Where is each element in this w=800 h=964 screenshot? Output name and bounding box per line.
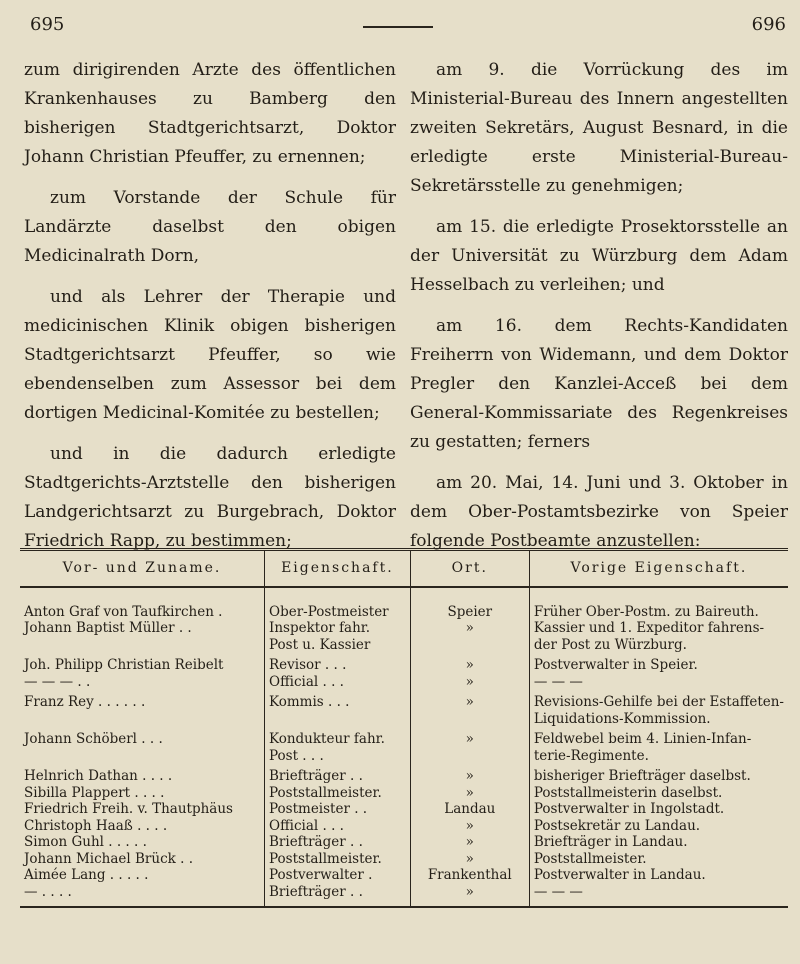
cell-position: Postverwalter . [265, 867, 411, 884]
cell-position: Briefträger . . [265, 834, 411, 851]
cell-name: Johann Baptist Müller . . [24, 620, 192, 636]
table-row [20, 884, 788, 908]
header-rule [363, 26, 433, 28]
cell-place: Speier [410, 587, 529, 621]
cell-position: Briefträger . . [265, 764, 411, 785]
cell-previous-position: Feldwebel beim 4. Linien-Infan- [529, 727, 788, 748]
cell-position: Ober-Postmeister [265, 587, 411, 621]
cell-name: Joh. Philipp Christian Reibelt [24, 657, 224, 673]
cell-name: Aimée Lang . . . . . [24, 867, 149, 883]
paragraph: am 16. dem Rechts-Kandidaten Freiherrn von Widemann, und dem Doktor Pregler den Kanzlei-Acceß bei dem General-Kommissariate des Regenkreises zu gestatten; ferners [410, 316, 788, 452]
table-row [20, 674, 788, 691]
cell-position: Post u. Kassier [265, 637, 411, 654]
cell-name: Simon Guhl . . . . . [24, 834, 147, 850]
cell-position [265, 711, 411, 728]
table-row [20, 851, 788, 868]
cell-previous-position: Poststallmeister. [529, 851, 788, 868]
cell-position: Kondukteur fahr. [265, 727, 411, 748]
cell-place: » [410, 764, 529, 785]
cell-previous-position: terie-Regimente. [529, 748, 788, 765]
cell-place [410, 748, 529, 765]
cell-previous-position: Liquidations-Kommission. [529, 711, 788, 728]
cell-name [20, 711, 265, 728]
cell-previous-position: Postverwalter in Speier. [529, 653, 788, 674]
table-header-row [20, 550, 788, 587]
cell-previous-position: Revisions-Gehilfe bei der Estaffeten- [529, 690, 788, 711]
cell-place: » [410, 785, 529, 802]
column-header-previous-position: Vorige Eigenschaft. [529, 550, 788, 587]
table-row [20, 637, 788, 654]
cell-place: » [410, 674, 529, 691]
table-row [20, 653, 788, 674]
cell-previous-position: Postverwalter in Ingolstadt. [529, 801, 788, 818]
paragraph: am 9. die Vorrückung des im Ministerial-Bureau des Innern angestellten zweiten Sekretärs, August Besnard, in die erledigte erste Ministerial-Bureau-Sekretärsstelle zu genehmigen; [410, 60, 788, 196]
right-text-column [410, 56, 788, 568]
cell-position: Kommis . . . [265, 690, 411, 711]
paragraph: zum Vorstande der Schule für Landärzte daselbst den obigen Medicinalrath Dorn, [24, 188, 396, 266]
table-row [20, 834, 788, 851]
table-row [20, 587, 788, 621]
cell-position: Postmeister . . [265, 801, 411, 818]
cell-previous-position: Poststallmeisterin daselbst. [529, 785, 788, 802]
cell-place: Landau [410, 801, 529, 818]
page-number-right: 696 [751, 14, 786, 35]
cell-position: Briefträger . . [265, 884, 411, 908]
cell-name: — — — . . [24, 673, 91, 690]
table-row [20, 764, 788, 785]
appointments-table-container [20, 548, 788, 908]
table-row [20, 748, 788, 765]
cell-previous-position: — — — [529, 884, 788, 908]
paragraph: und in die dadurch erledigte Stadtgerichts-Arztstelle den bisherigen Landgerichtsarzt zu Burgebrach, Doktor Friedrich Rapp, zu bestimmen; [24, 444, 396, 551]
cell-previous-position: Briefträger in Landau. [529, 834, 788, 851]
paragraph: zum dirigirenden Arzte des öffentlichen Krankenhauses zu Bamberg den bisherigen Stadtgerichtsarzt, Doktor Johann Christian Pfeuffer, zu ernennen; [24, 60, 396, 167]
cell-previous-position: — — — [529, 674, 788, 691]
cell-previous-position: bisheriger Briefträger daselbst. [529, 764, 788, 785]
cell-position: Poststallmeister. [265, 785, 411, 802]
cell-position: Official . . . [265, 818, 411, 835]
cell-name: Friedrich Freih. v. Thautphäus [24, 801, 233, 817]
cell-position: Poststallmeister. [265, 851, 411, 868]
cell-name: Sibilla Plappert . . . . [24, 784, 165, 801]
cell-previous-position: Postverwalter in Landau. [529, 867, 788, 884]
table-row [20, 727, 788, 748]
appointments-table [20, 548, 788, 908]
table-row [20, 818, 788, 835]
table-row [20, 801, 788, 818]
page-number-left: 695 [30, 14, 65, 35]
table-row [20, 785, 788, 802]
cell-name: Johann Michael Brück . . [24, 850, 193, 867]
column-header-position: Eigenschaft. [265, 550, 411, 587]
cell-place: » [410, 818, 529, 835]
cell-place: » [410, 884, 529, 908]
table-row [20, 690, 788, 711]
cell-place: » [410, 620, 529, 637]
column-header-name: Vor- und Zuname. [62, 560, 222, 576]
cell-place [410, 711, 529, 728]
cell-name: Christoph Haaß . . . . [24, 817, 168, 834]
cell-name: Helnrich Dathan . . . . [24, 768, 173, 784]
cell-place: » [410, 690, 529, 711]
table-row [20, 867, 788, 884]
table-row [20, 711, 788, 728]
cell-position: Post . . . [265, 748, 411, 765]
cell-name: — . . . . [24, 883, 72, 900]
cell-name: Anton Graf von Taufkirchen . [24, 603, 223, 620]
cell-place: » [410, 851, 529, 868]
cell-previous-position: Postsekretär zu Landau. [529, 818, 788, 835]
cell-place: » [410, 834, 529, 851]
paragraph: am 20. Mai, 14. Juni und 3. Oktober in dem Ober-Postamtsbezirke von Speier folgende Postbeamte anzustellen: [410, 473, 788, 551]
paragraph: und als Lehrer der Therapie und medicinischen Klinik obigen bisherigen Stadtgerichtsarzt Pfeuffer, so wie ebendenselben zum Assessor bei dem dortigen Medicinal-Komitée zu bestellen; [24, 287, 396, 423]
cell-position: Official . . . [265, 674, 411, 691]
cell-name [20, 748, 265, 765]
column-header-place: Ort. [410, 550, 529, 587]
left-text-column [24, 56, 396, 568]
cell-position: Revisor . . . [265, 653, 411, 674]
cell-previous-position: Früher Ober-Postm. zu Baireuth. [529, 587, 788, 621]
cell-position: Inspektor fahr. [265, 620, 411, 637]
cell-place: » [410, 727, 529, 748]
cell-place [410, 637, 529, 654]
cell-previous-position: Kassier und 1. Expeditor fahrens- [529, 620, 788, 637]
cell-place: Frankenthal [410, 867, 529, 884]
cell-previous-position: der Post zu Würzburg. [529, 637, 788, 654]
cell-name [20, 637, 265, 654]
paragraph: am 15. die erledigte Prosektorsstelle an der Universität zu Würzburg dem Adam Hesselbach zu verleihen; und [410, 217, 788, 295]
cell-place: » [410, 653, 529, 674]
cell-name: Franz Rey . . . . . . [24, 694, 146, 710]
table-row [20, 620, 788, 637]
cell-name: Johann Schöberl . . . [24, 731, 163, 747]
